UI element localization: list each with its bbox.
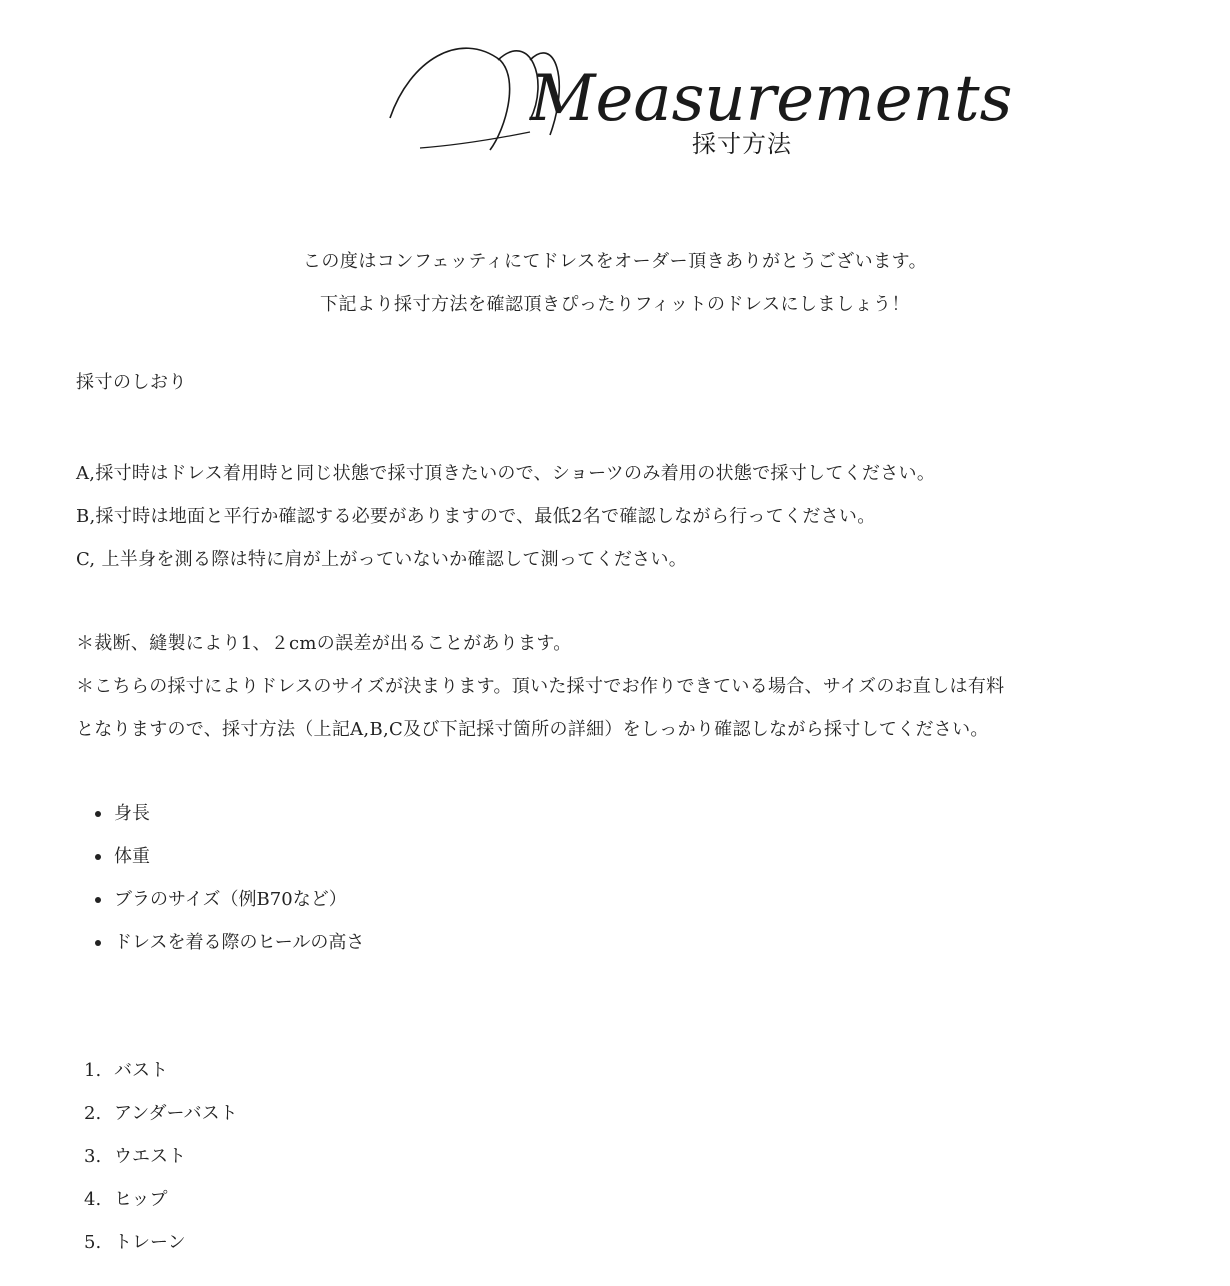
list-label: ヒップ xyxy=(114,1189,168,1210)
list-number: 5. xyxy=(84,1232,102,1253)
note-c: C, 上半身を測る際は特に肩が上がっていないか確認して測ってください。 xyxy=(76,549,688,570)
list-number: 1. xyxy=(84,1060,102,1081)
list-item: ブラのサイズ（例B70など） xyxy=(76,878,364,921)
list-item xyxy=(76,1049,238,1092)
required-info-list xyxy=(76,792,364,964)
list-item xyxy=(76,1092,238,1135)
list-label: アンダーバスト xyxy=(114,1103,238,1124)
list-label: バスト xyxy=(114,1060,168,1081)
note-a: A,採寸時はドレス着用時と同じ状態で採寸頂きたいので、ショーツのみ着用の状態で採寸してください。 xyxy=(76,463,936,484)
list-item xyxy=(76,1135,238,1178)
measurement-points-list xyxy=(76,1049,238,1264)
intro-line-2: 下記より採寸方法を確認頂きぴったりフィットのドレスにしましょう！ xyxy=(319,294,911,315)
list-number: 3. xyxy=(84,1146,102,1167)
header-logo xyxy=(380,20,1013,170)
logo-script-text: Measurements xyxy=(530,62,1013,136)
list-label: トレーン xyxy=(114,1232,186,1253)
caution-3: となりますので、採寸方法（上記A,B,C及び下記採寸箇所の詳細）をしっかり確認しながら採寸してください。 xyxy=(76,719,989,740)
list-item: ドレスを着る際のヒールの高さ xyxy=(76,921,364,964)
logo-subtitle: 採寸方法 xyxy=(692,130,792,158)
cautions xyxy=(76,622,1004,751)
list-number: 2. xyxy=(84,1103,102,1124)
list-item xyxy=(76,1221,238,1264)
measurement-notes xyxy=(76,452,935,581)
list-label: ウエスト xyxy=(114,1146,186,1167)
list-item: 身長 xyxy=(76,792,364,835)
note-b: B,採寸時は地面と平行か確認する必要がありますので、最低2名で確認しながら行ってください。 xyxy=(76,506,876,527)
caution-1: ＊裁断、縫製により1、２cmの誤差が出ることがあります。 xyxy=(76,633,572,654)
list-number: 4. xyxy=(84,1189,102,1210)
list-item xyxy=(76,1178,238,1221)
intro-line-1: この度はコンフェッティにてドレスをオーダー頂きありがとうございます。 xyxy=(302,251,928,272)
list-item: 体重 xyxy=(76,835,364,878)
caution-2: ＊こちらの採寸によりドレスのサイズが決まります。頂いた採寸でお作りできている場合、サイズのお直しは有料 xyxy=(76,676,1005,697)
intro xyxy=(0,240,1230,326)
section-title: 採寸のしおり xyxy=(76,372,187,393)
